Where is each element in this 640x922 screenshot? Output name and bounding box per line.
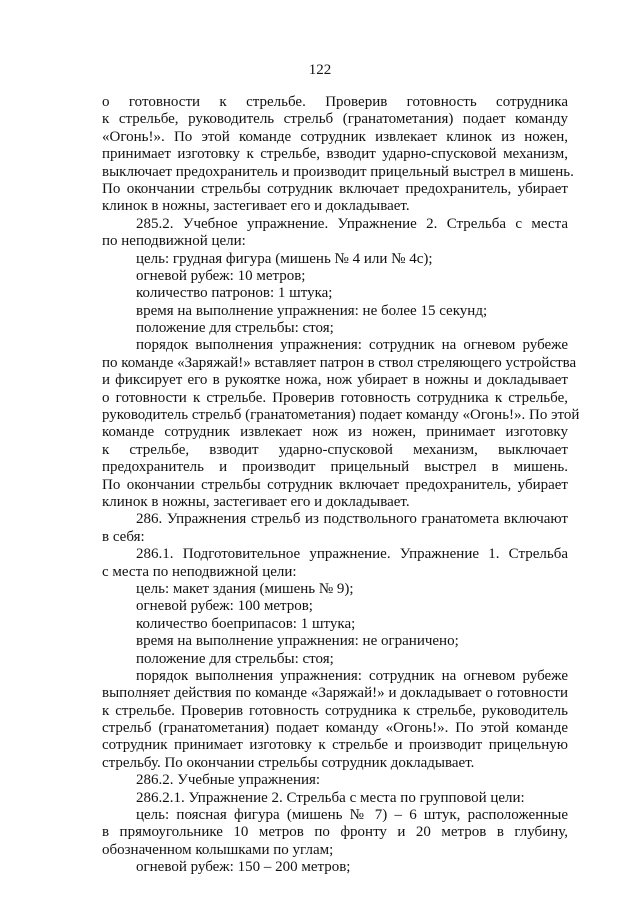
text-line: предохранитель и производит прицельный выстрел в мишень. (102, 459, 568, 476)
text-line: порядок выполнения упражнения: сотрудник на огневом рубеже (136, 337, 568, 354)
text-line: выключает предохранитель и производит прицельный выстрел в мишень. (102, 163, 574, 180)
text-line: цель: поясная фигура (мишень № 7) – 6 штук, расположенные (136, 807, 568, 824)
text-line: По окончании стрельбы сотрудник включает предохранитель, убирает (102, 476, 568, 493)
text-line: огневой рубеж: 10 метров; (136, 267, 306, 284)
text-line: время на выполнение упражнения: не более 15 секунд; (136, 302, 488, 319)
text-line: принимает изготовку к стрельбе, взводит ударно-спусковой механизм, (102, 146, 568, 163)
text-line: о готовности к стрельбе. Проверив готовность сотрудника (102, 94, 568, 110)
text-line: к стрельбе, взводит ударно-спусковой механизм, выключает (102, 441, 568, 458)
text-line: руководитель стрельб (гранатометания) подает команду «Огонь!». По этой (102, 407, 580, 424)
text-line: обозначенном колышками по углам; (102, 841, 334, 858)
text-line: сотрудник принимает изготовку к стрельбе и производит прицельную (102, 737, 568, 754)
text-line: 286.2.1. Упражнение 2. Стрельба с места по групповой цели: (136, 789, 525, 806)
text-line: 286.2. Учебные упражнения: (136, 772, 321, 789)
text-line: положение для стрельбы: стоя; (136, 650, 334, 667)
text-line: время на выполнение упражнения: не ограничено; (136, 633, 459, 650)
text-line: по команде «Заряжай!» вставляет патрон в ствол стреляющего устройства (102, 354, 577, 371)
text-line: порядок выполнения упражнения: сотрудник на огневом рубеже (136, 667, 568, 684)
text-line: цель: грудная фигура (мишень № 4 или № 4с); (136, 250, 433, 267)
text-line: о готовности к стрельбе. Проверив готовность сотрудника к стрельбе, (102, 389, 568, 406)
text-line: выполняет действия по команде «Заряжай!» и докладывает о готовности (102, 685, 568, 702)
document-body (102, 94, 580, 877)
text-line: в себя: (102, 528, 145, 545)
text-line: клинок в ножны, застегивает его и докладывает. (102, 493, 410, 510)
text-line: огневой рубеж: 150 – 200 метров; (136, 859, 351, 876)
text-line: и фиксирует его в рукоятке ножа, нож убирает в ножны и докладывает (102, 372, 568, 389)
text-line: 286.1. Подготовительное упражнение. Упражнение 1. Стрельба (136, 546, 568, 563)
text-line: 286. Упражнения стрельб из подствольного гранатомета включают (136, 511, 568, 528)
text-line: стрельб (гранатометания) подает команду «Огонь!». По этой команде (102, 720, 568, 737)
text-line: По окончании стрельбы сотрудник включает предохранитель, убирает (102, 180, 568, 197)
text-line: положение для стрельбы: стоя; (136, 320, 334, 337)
text-line: к стрельбе. Проверив готовность сотрудника к стрельбе, руководитель (102, 702, 568, 719)
text-line: огневой рубеж: 100 метров; (136, 598, 313, 615)
text-line: клинок в ножны, застегивает его и докладывает. (102, 198, 410, 215)
text-line: количество боеприпасов: 1 штука; (136, 615, 356, 632)
text-line: команде сотрудник извлекает нож из ножен, принимает изготовку (102, 424, 568, 441)
text-line: к стрельбе, руководитель стрельб (гранатометания) подает команду (102, 111, 568, 128)
page-number: 122 (308, 62, 332, 78)
text-line: количество патронов: 1 штука; (136, 285, 333, 302)
text-line: «Огонь!». По этой команде сотрудник извлекает клинок из ножен, (102, 128, 568, 145)
text-line: с места по неподвижной цели: (102, 563, 297, 580)
text-line: по неподвижной цели: (102, 233, 246, 250)
text-line: цель: макет здания (мишень № 9); (136, 580, 354, 597)
text-line: 285.2. Учебное упражнение. Упражнение 2. Стрельба с места (136, 215, 568, 232)
text-line: в прямоугольнике 10 метров по фронту и 20 метров в глубину, (102, 824, 568, 841)
text-line: стрельбу. По окончании стрельбы сотрудник докладывает. (102, 754, 475, 771)
